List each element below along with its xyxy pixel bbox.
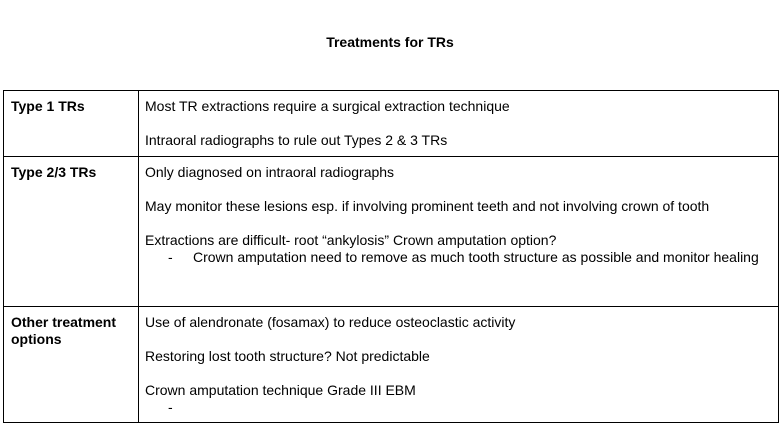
bullet-item <box>145 399 766 416</box>
content-line: Use of alendronate (fosamax) to reduce osteoclastic activity <box>145 314 516 330</box>
row-label-other-options: Other treatment options <box>4 307 139 423</box>
bullet-list <box>145 249 766 266</box>
table-row-type-1 <box>4 91 779 157</box>
content-line: May monitor these lesions esp. if involving prominent teeth and not involving crown of tooth <box>145 198 710 214</box>
content-line: Most TR extractions require a surgical extraction technique <box>145 98 510 114</box>
bullet-list <box>145 399 766 416</box>
row-label-type-1: Type 1 TRs <box>4 91 139 157</box>
row-content-type-1 <box>139 91 779 157</box>
content-line: Extractions are difficult- root “ankylosis” Crown amputation option? <box>145 232 557 248</box>
content-line: Restoring lost tooth structure? Not predictable <box>145 348 430 364</box>
bullet-text <box>193 399 197 415</box>
document-title: Treatments for TRs <box>326 34 454 50</box>
row-content-other-options <box>139 307 779 423</box>
dash-bullet-icon: - <box>168 399 173 415</box>
bullet-text: Crown amputation need to remove as much tooth structure as possible and monitor healing <box>193 249 759 265</box>
table-row-type-2-3 <box>4 157 779 307</box>
dash-bullet-icon: - <box>168 249 173 265</box>
content-line: Crown amputation technique Grade III EBM <box>145 382 416 398</box>
treatments-table <box>3 90 779 423</box>
content-line: Only diagnosed on intraoral radiographs <box>145 164 395 180</box>
table-row-other-options <box>4 307 779 423</box>
content-line: Intraoral radiographs to rule out Types 2 & 3 TRs <box>145 132 448 148</box>
bullet-item <box>145 249 766 266</box>
row-content-type-2-3 <box>139 157 779 307</box>
row-label-type-2-3: Type 2/3 TRs <box>4 157 139 307</box>
